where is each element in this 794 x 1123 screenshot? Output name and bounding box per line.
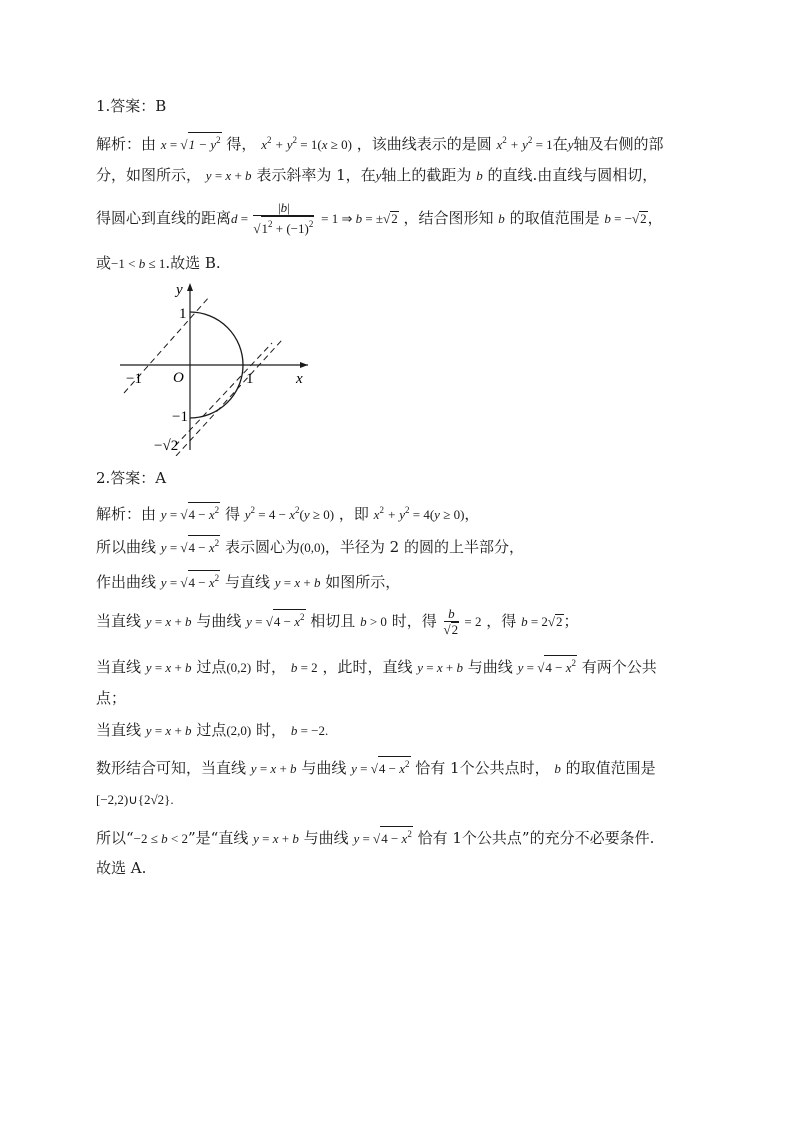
q2-solution-line-5: 当直线 y = x + b 过点(0,2) 时， b = 2 ，此时，直线 y = x + b 与曲线 $y = √4 - x^2$ 有两个公共 — [96, 655, 657, 678]
q2-solution-line-8: 数形结合可知，当直线 y = x + b 与曲线 $y = √4 - x^2$ 恰有 1个公共点时， b 的取值范围是 — [96, 756, 656, 779]
q2-solution-line-3: 作出曲线 $y = √4 - x^2$ 与直线 y = x + b 如图所示， — [96, 570, 400, 593]
tick-neg1-x: −1 — [126, 371, 142, 387]
tick-1-x: 1 — [246, 371, 254, 387]
q2-solution-line-10: 所以“−2 ≤ b < 2”是“直线 y = x + b 与曲线 $y = √4 - x^2$ 恰有 1个公共点”的充分不必要条件. — [96, 826, 654, 849]
q2-solution-line-2: 所以曲线 $y = √4 - x^2$ 表示圆心为(0,0)，半径为 2 的圆的上半部分， — [96, 535, 524, 558]
tick-neg1-y: −1 — [172, 409, 188, 425]
answer-1-heading: 1.答案：B — [96, 97, 167, 115]
x-axis-arrow — [300, 362, 308, 368]
q1-solution-line-4: 或−1 < b ≤ 1.故选 B. — [96, 254, 221, 272]
q2-solution-line-7: 当直线 y = x + b 过点(2,0) 时， b = −2. — [96, 721, 329, 739]
y-axis-arrow — [187, 283, 193, 291]
q2-solution-line-6: 点； — [96, 689, 127, 707]
tick-neg-sqrt2: −√2 — [154, 438, 179, 454]
q1-solution-line-3: 得圆心到直线的距离d = $\frac{|b|}{√1^2 + (-1)^2}$ = 1 ⇒ b = ±√2 ，结合图形知 b 的取值范围是 b = −√2， — [96, 200, 663, 236]
origin-label: O — [173, 370, 184, 386]
y-axis-label: y — [176, 282, 183, 298]
answer-2-heading: 2.答案：A — [96, 469, 167, 487]
q1-solution-line-1: 解析：由 $x = √1 - y^2$ 得， $x^2 + y^2 = 1(x \ge 0)$ ，该曲线表示的是圆 $x^2 + y^2 = 1$在y轴及右侧的部 — [96, 130, 664, 155]
q2-solution-line-9: [−2,2)∪{2√2}. — [96, 792, 174, 807]
x-axis-label: x — [296, 371, 303, 387]
q2-solution-line-1: 解析：由 $y = √4 - x^2$ 得 $y^2 = 4 - x^2(y \ge 0)$ ，即 $x^2 + y^2 = 4(y \ge 0)$， — [96, 500, 479, 525]
q2-solution-line-4: 当直线 y = x + b 与曲线 $y = √4 - x^2$ 相切且 b > 0 时，得 $\frac{b}{√2}$ = 2 ，得 b = 2√2； — [96, 605, 579, 637]
q1-figure — [110, 278, 320, 456]
q2-solution-line-11: 故选 A. — [96, 859, 147, 877]
tick-1-y: 1 — [179, 306, 187, 322]
q1-solution-line-2: 分，如图所示， y = x + b 表示斜率为 1，在y轴上的截距为 b 的直线.由直线与圆相切， — [96, 166, 658, 184]
dashed-line-bneg-sqrt2 — [176, 340, 282, 456]
